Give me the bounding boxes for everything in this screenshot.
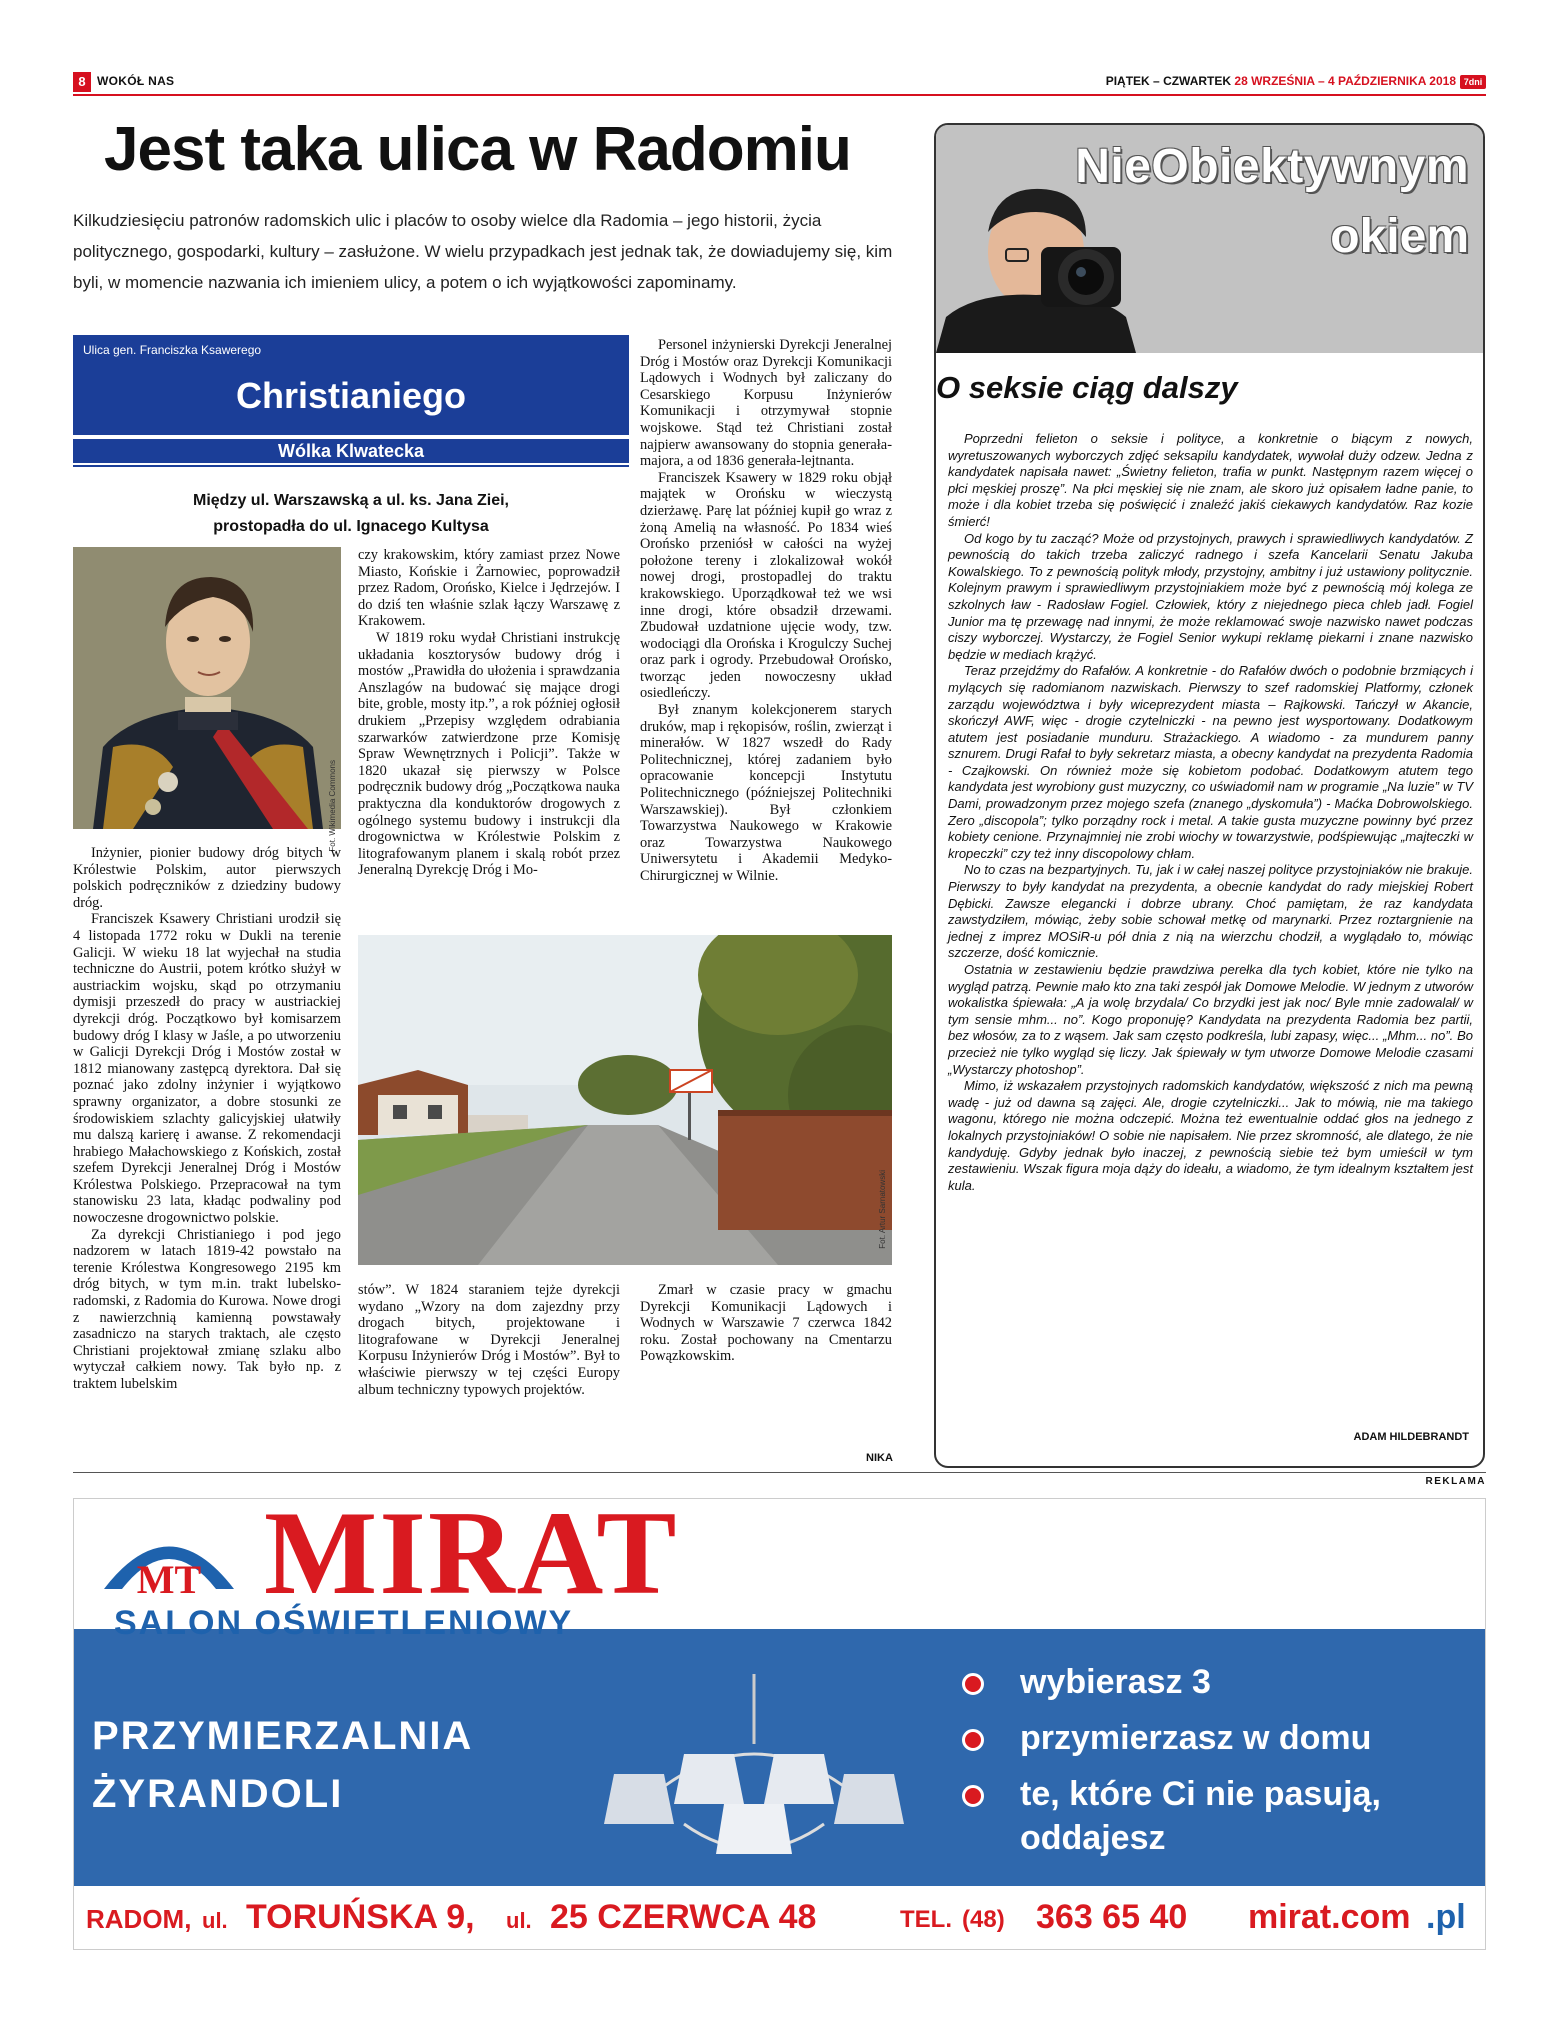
ad-ul-2: ul.	[506, 1908, 532, 1933]
bullet-dot-icon	[962, 1729, 984, 1751]
paragraph: Ostatnia w zestawieniu będzie prawdziwa perełka dla tych kobiet, które nie tylko na wygląd patrzą. Pewnie mało kto zna taki zespół jak Domowe Melodie. W jednym z utworów wokalistka śpiewała: „A ja wolę brzydala/ Co brzydki jest jak noc/ Byle mnie zadowalał/ w tym sensie mhm... no”. Kogo proponuję? Kandydata na prezydenta Radomia bez partii, bez włosów, za to z wąsem. Jak sam często podkreśla, lubi zapasy, więc... „Mhm... no”. Bo przecież nie tylko wygląd się liczy. Jak śpiewały w tym utworze Domowe Melodie czasami „Wystarczy photoshop”.	[948, 962, 1473, 1077]
ad-bullet: wybierasz 3	[962, 1654, 1442, 1710]
article-column-2-bottom	[358, 1282, 620, 1398]
column-author: ADAM HILDEBRANDT	[1353, 1431, 1469, 1443]
ad-bullets	[962, 1654, 1442, 1860]
date-range: 28 WRZEŚNIA – 4 PAŹDZIERNIKA 2018	[1234, 74, 1456, 88]
portrait-credit: Fot. Wikimedia Commons	[328, 760, 337, 852]
paper-logo: 7dni	[1460, 75, 1486, 89]
ad-bullet: te, które Ci nie pasują, oddajesz	[962, 1766, 1442, 1860]
column-text	[948, 431, 1473, 1194]
portrait-image	[73, 547, 341, 829]
district-name: Wólka Klwatecka	[73, 439, 629, 463]
portrait-illustration	[73, 547, 341, 829]
ad-bullet: przymierzasz w domu	[962, 1710, 1442, 1766]
paragraph: Franciszek Ksawery Christiani urodził się 4 listopada 1772 roku w Dukli na terenie Galicji. W wieku 18 lat wyjechał na studia techniczne do Austrii, potem krótko służył w austriackim wojsku, skąd po otrzymaniu dymisji przeszedł do pracy w austriackiej dyrekcji dróg. Początkowo był komisarzem budowy dróg I klasy w Jaśle, a po utworzeniu w Galicji Dyrekcji Dróg i Mostów został w 1812 mianowany zastępcą dyrektora. Dał się poznać jako zdolny inżynier i wyjątkowo sprawny organizator, a dobre stosunki ze środowiskiem szlachty galicyjskiej ułatwiły mu dalszą karierę i awanse. Z rekomendacji hrabiego Małachowskiego z Końskich, został szefem Dyrekcji Jeneralnej Dróg i Mostów Królestwa Polskiego. Przepracował na tym stanowisku 23 lata, kładąc podwaliny pod nowoczesne drogownictwo polskie.	[73, 911, 341, 1227]
street-name: Christianiego	[235, 375, 467, 416]
street-photo-illustration	[358, 935, 892, 1265]
street-box-banner	[73, 335, 629, 435]
paragraph: Inżynier, pionier budowy dróg bitych w Królestwie Polskim, autor pierwszych polskich podręczników z dziedziny budowy dróg.	[73, 845, 341, 911]
bullet-dot-icon	[962, 1673, 984, 1695]
bullet-dot-icon	[962, 1785, 984, 1807]
section-title: WOKÓŁ NAS	[97, 74, 175, 88]
article-column-2-top	[358, 547, 620, 879]
ad-ul-1: ul.	[202, 1908, 228, 1933]
street-photo	[358, 935, 892, 1265]
paragraph: stów”. W 1824 staraniem tejże dyrekcji wydano „Wzory na dom zajezdny przy drogach bitych, projektowane i litografowane w Dyrekcji Jeneralnej Korpusu Inżynierów Dróg i Mostów”. Był to właściwie pierwszy w tej części Europy album techniczny typowych projektów.	[358, 1282, 620, 1398]
ad-subtitle: SALON OŚWIETLENIOWY	[114, 1604, 574, 1642]
issue-date	[1106, 74, 1486, 89]
article-lead: Kilkudziesięciu patronów radomskich ulic i placów to osoby wielce dla Radomia – jego historii, życia politycznego, gospodarki, kultury – zasłużone. W wielu przypadkach jest jednak tak, że dowiadujemy się, kim byli, w momencie nazwania ich imieniem ulicy, a potem o ich wyjątkowości zapominamy.	[73, 211, 893, 292]
ad-tel-number: 363 65 40	[1036, 1898, 1188, 1936]
ad-street-1: TORUŃSKA 9,	[246, 1898, 475, 1936]
ad-divider	[73, 1472, 1486, 1473]
article-column-3-bottom	[640, 1282, 892, 1365]
ad-tel-prefix: (48)	[962, 1906, 1005, 1933]
paragraph: Za dyrekcji Christianiego i pod jego nadzorem w latach 1819-42 powstało na terenie Królestwa Kongresowego 2195 km dróg bitych, w tym m.in. trakt lubelsko-radomski, z Radomia do Kurowa. Nowe drogi z nawierzchnią kamienną powstawały zasadniczo na starych traktach, ale często Christiani projektował zmianę szlaku albo wytyczał całkiem nowy. Tak było np. z traktem lubelskim	[73, 1226, 341, 1392]
street-label: Ulica gen. Franciszka Ksawerego	[83, 343, 262, 357]
paragraph: Był znanym kolekcjonerem starych druków, map i rękopisów, roślin, zwierząt i minerałów. W 1827 wszedł do Rady Politechnicznej, której zadaniem było opracowanie koncepcji Instytutu Politechnicznego (późniejszej Politechniki Warszawskiej). Był członkiem Towarzystwa Naukowego w Krakowie oraz Towarzystwa Naukowego Uniwersytetu i Akademii Medyko-Chirurgicznej w Wilnie.	[640, 702, 892, 884]
location-line-2: prostopadła do ul. Ignacego Kultysa	[213, 518, 489, 535]
mirat-logo-icon	[104, 1529, 234, 1601]
ad-headline-line-1: PRZYMIERZALNIA	[92, 1714, 474, 1758]
article-column-1	[73, 845, 341, 1393]
columnist-photo	[936, 177, 1166, 353]
paragraph: Mimo, iż wskazałem przystojnych radomskich kandydatów, większość z nich ma pewną wadę - już od dawna są zajęci. Ale, drogie czytelniczki... Jak to mówią, nie ma takiego wagonu, którego nie można odczepić. Można też ewentualnie oddać głos na jednego z lokalnych przystojniaków! O sobie nie napisałem. Nie przez skromność, ale dlatego, że nie kandyduję. Gdyby jednak było inaczej, z pewnością siebie też bym umieścił w tym zestawieniu. Wszak figura moja dąży do ideału, a wiadomo, że tym idealnym kształtem jest kula.	[948, 1078, 1473, 1193]
article-column-3	[640, 337, 892, 885]
opinion-column	[934, 123, 1485, 1468]
header-rule	[73, 94, 1486, 96]
column-header-line-2: okiem	[1330, 210, 1469, 263]
ad-contact-bar	[74, 1886, 1486, 1950]
article-headline: Jest taka ulica w Radomiu	[104, 115, 851, 184]
ad-brand: MIRAT	[264, 1498, 679, 1619]
ad-web-name: mirat.com	[1248, 1898, 1411, 1936]
location-line-1: Między ul. Warszawską a ul. ks. Jana Ziei,	[193, 492, 509, 509]
photo-credit: Fot. Artur Sarnatowski	[878, 1170, 887, 1249]
paragraph: czy krakowskim, który zamiast przez Nowe Miasto, Końskie i Żarnowiec, poprowadził przez Radom, Orońsko, Kielce i Jędrzejów. I do dziś ten właśnie szlak łączy Warszawę z Krakowem.	[358, 547, 620, 630]
paragraph: Personel inżynierski Dyrekcji Jeneralnej Dróg i Mostów oraz Dyrekcji Komunikacji Lądowych i Wodnych był zaliczany do Cesarskiego Korpusu Inżynierów Komunikacji i otrzymywał stopnie wojskowe. Stąd też Christiani został najpierw awansowany do stopnia generała-majora, a od 1836 generała-lejtnanta.	[640, 337, 892, 470]
paragraph: Od kogo by tu zacząć? Może od przystojnych, prawych i sprawiedliwych kandydatów. Z pewnością do takich trzeba zaliczyć radnego i szefa Kancelarii Senatu Jakuba Kowalskiego. To z pewnością polityk młody, przystojny, ambitny i już ustawiony politycznie. Kolejnym prawym i sprawiedliwym przystojniakiem może być z pewnością mój kolega ze szkolnych ław - Radosław Fogiel. Człowiek, który z niejednego pieca chleb jadł. Fogiel Junior ma tę przewagę nad innymi, że może reklamować swoje nazwisko nawet podczas ciszy wyborczej. Wystarczy, że Fogiel Senior wykupi reklamę piekarni i znane nazwisko będzie w mediach krążyć.	[948, 530, 1473, 662]
street-location	[73, 488, 629, 540]
paragraph: W 1819 roku wydał Christiani instrukcję układania kosztorysów budowy dróg i mostów „Prawidła do ułożenia i sprawdzania Anszlagów na budować się mające drogi bite, groble, mosty itp.”, a rok później ogłosił drukiem „Przepisy względem odrabiania szarwarków zatwierdzone prze Komisję Spraw Wewnętrznych i Policji”. Także w 1820 ukazał się pierwszy w Polsce podręcznik budowy dróg „Początkowa nauka praktyczna dla konduktorów drogowych z ogólnego systemu budowy i instrukcji dla drogownictwa w Królestwie Polskim z litografowanym planem i skalą robót przez Jeneralną Dyrekcję Dróg i Mo-	[358, 629, 620, 879]
street-box	[73, 335, 629, 467]
ad-headline-line-2: ŻYRANDOLI	[92, 1772, 344, 1816]
street-box-rule	[73, 465, 629, 467]
ad-headline	[92, 1707, 473, 1823]
ad-label: REKLAMA	[1425, 1476, 1486, 1487]
paragraph: Zmarł w czasie pracy w gmachu Dyrekcji Komunikacji Lądowych i Wodnych w Warszawie 7 czerwca 1842 roku. Został pochowany na Cmentarzu Powązkowskim.	[640, 1282, 892, 1365]
page-number: 8	[73, 72, 91, 92]
ad-street-2: 25 CZERWCA 48	[550, 1898, 817, 1936]
paragraph: Franciszek Ksawery w 1829 roku objął majątek w Orońsku w wieczystą dzierżawę. Parę lat później kupił go wraz z żoną Amelią na własność. Po 1834 wieś Orońsko przeniósł w całości na wyżej położone tereny i zlokalizował wokół nowej drogi, prostopadlej do traktu krakowskiego. Uporządkował też we wsi inne drogi, które obsadził drzewami. Zbudował uzdatnione ujęcie wody, tzw. wodociągi dla Orońska i Krogulczy Suchej oraz park i ogrody. Przebudował Orońsko, tworząc jeden nowoczesny układ osiedleńczy.	[640, 469, 892, 702]
ad-city: RADOM,	[86, 1904, 192, 1934]
ad-tel-label: TEL.	[900, 1906, 952, 1933]
column-header-line-1: NieObiektywnym	[1075, 140, 1469, 193]
article-signature: NIKA	[866, 1452, 893, 1464]
chandelier-icon	[594, 1674, 914, 1884]
logo-letters: MT	[136, 1557, 202, 1601]
advertisement	[73, 1498, 1486, 1950]
date-prefix: PIĄTEK – CZWARTEK	[1105, 74, 1235, 88]
paragraph: No to czas na bezpartyjnych. Tu, jak i w całej naszej polityce przystojniaków nie brakuje. Pierwszy to były kandydat na prezydenta, a obecnie kandydat do rady miejskiej Robert Dębicki. Zawsze elegancki i dobrze ubrany. Choć pamiętam, że raz kandydata zawstydziłem, mówiąc, żeby sobie schował metkę od marynarki. Przez roztargnienie na jednej z imprez MOSiR-u pół dnia z nią na wierzchu chodził, a wyglądało to, mówiąc szczerze, dość komicznie.	[948, 862, 1473, 961]
paragraph: Teraz przejdźmy do Rafałów. A konkretnie - do Rafałów dwóch o podobnie brzmiących i mylących się radomianom nazwiskach. Pierwszy to szef radomskiej Platformy, członek zarządu województwa i były wiceprezydent miasta – Rajkowski. Tańczył w Akancie, skończył AWF, więc - drogie czytelniczki - na pewno jest wysportowany. Dodatkowym atutem jest posiadanie munduru. Strażackiego. A wiadomo - za mundurem panny sznurem. Drugi Rafał to były sekretarz miasta, a obecny kandydat na prezydenta Radomia - Czajkowski. On również może się kobietom podobać. Dodatkowym atutem tego kandydata jest wyrobiony gust muzyczny, co uświadomił nam w programie „Na luzie” w TV Dami, prowadzonym przez mojego szefa (znanego „dyskomuła”) - Maćka Dobrowolskiego. Zero „discopola”; tylko porządny rock i metal. A takie gusta muzyczne powinny być przez kobiety cenione. Przynajmniej nie zrobi wiochy w towarzystwie, podśpiewując „majteczki w kropeczki” czy też inny discopolowy chłam.	[948, 663, 1473, 861]
ad-web-tld: .pl	[1426, 1898, 1466, 1936]
paragraph: Poprzedni felieton o seksie i polityce, a konkretnie o biącym z nowych, wyretuszowanych wyborczych zdjęć seksapilu kandydatek, wywołał duży odzew. Jedna z kandydatek napisała nawet: „Świetny felieton, trafia w punkt. Następnym razem więcej o płci męskiej proszę”. Na płci męskiej się nie znam, ale skoro już opisałem ładne panie, to może i dla kobiet trzeba się poświęcić i znaleźć jakiś ciekawych kandydatów. Raz kozie śmierć!	[948, 431, 1473, 529]
column-title: O seksie ciąg dalszy	[936, 370, 1238, 405]
